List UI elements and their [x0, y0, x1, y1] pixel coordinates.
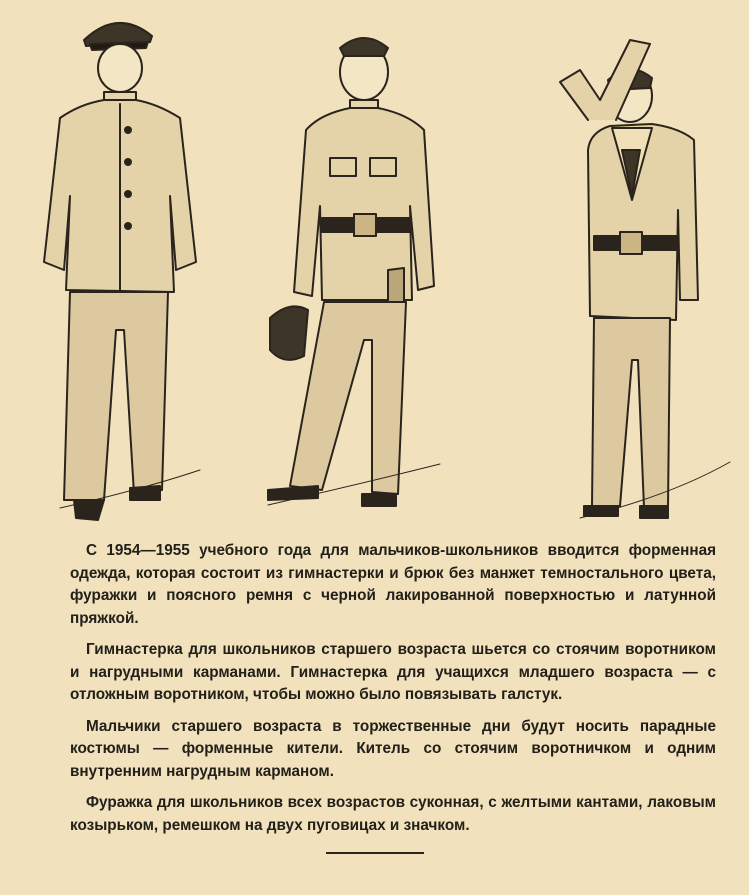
figure-parade-kitel — [44, 23, 200, 520]
closing-divider — [326, 852, 424, 854]
figure-senior-gymnastyorka — [268, 38, 440, 506]
paragraph-parade-costume: Мальчики старшего возраста в торжественные дни будут носить парадные костюмы — форменные кители. Китель со стоячим воротничком и одним внутренним нагрудным карманом. — [70, 717, 716, 780]
paragraph-cap: Фуражка для школьников всех возрастов суконная, с желтыми кантами, лаковым козырьком, ремешком на двух пуговицах и значком. — [70, 794, 716, 834]
paragraph-gymnastyorka: Гимнастерка для школьников старшего возраста шьется со стоячим воротником и нагрудными карманами. Гимнастерка для учащихся младшего возраста — с отложным воротником, чтобы можно было повязывать галстук. — [70, 641, 716, 703]
figure-junior-saluting — [560, 40, 730, 518]
article-text — [70, 540, 716, 846]
paragraph-uniform-intro: С 1954—1955 учебного года для мальчиков-школьников вводится форменная одежда, которая состоит из гимнастерки и брюк без манжет темностального цвета, фуражки и поясного ремня с черной лакированной поверхностью и латунной пряжкой. — [70, 542, 716, 627]
